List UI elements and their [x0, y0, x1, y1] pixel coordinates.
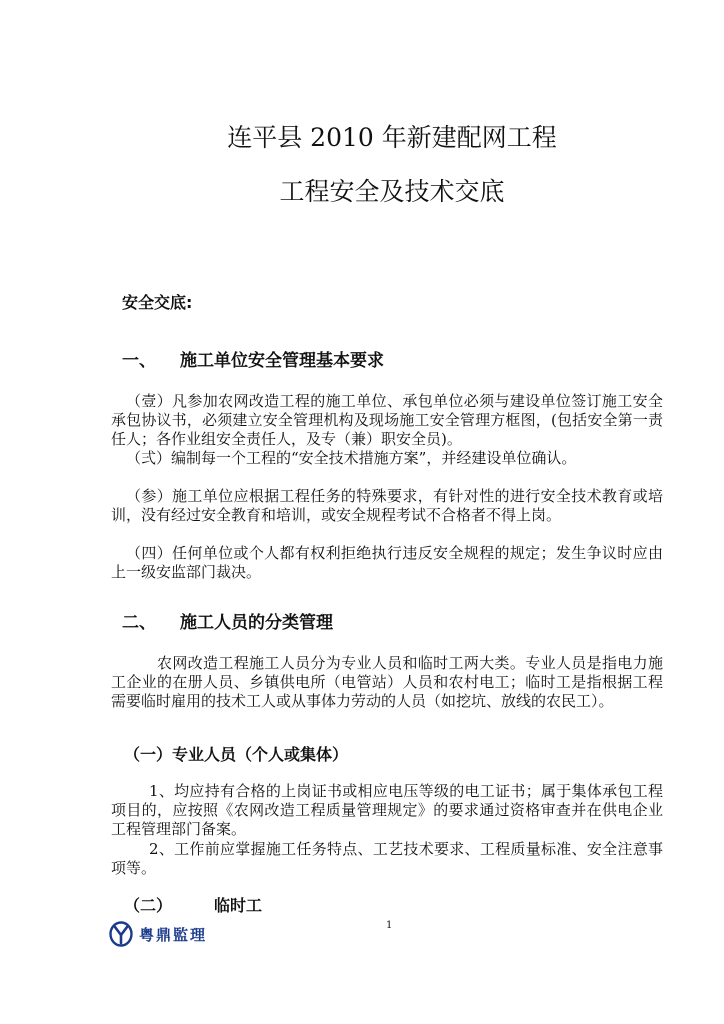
section-1-item-3: （参）施工单位应根据工程任务的特殊要求，有针对性的进行安全技术教育或培训，没有经过安全教育和培训，或安全规程考试不合格者不得上岗。	[111, 487, 663, 524]
subsection-1-item-2: 2、工作前应掌握施工任务特点、工艺技术要求、工程质量标准、安全注意事项等。	[111, 840, 663, 877]
section-2-intro: 农网改造工程施工人员分为专业人员和临时工两大类。专业人员是指电力施工企业的在册人员、乡镇供电所（电管站）人员和农村电工；临时工是指根据工程需要临时雇用的技术工人或从事体力劳动的人员（如挖坑、放线的农民工）。	[111, 654, 663, 710]
section-1-item-2: （弍）编制每一个工程的“安全技术措施方案”，并经建设单位确认。	[126, 449, 577, 467]
logo-emblem-icon	[109, 921, 133, 947]
company-logo	[109, 921, 207, 947]
document-subtitle: 工程安全及技术交底	[279, 177, 505, 206]
document-title: 连平县 2010 年新建配网工程	[227, 123, 557, 152]
section-1-number: 一、	[122, 351, 156, 371]
subsection-1-item-1: 1、均应持有合格的上岗证书或相应电压等级的电工证书；属于集体承包工程项目的，应按照《农网改造工程质量管理规定》的要求通过资格审查并在供电企业工程管理部门备案。	[111, 782, 663, 838]
safety-heading: 安全交底:	[122, 293, 193, 312]
section-1-item-4: （四）任何单位或个人都有权利拒绝执行违反安全规程的规定；发生争议时应由上一级安监部门裁决。	[111, 544, 663, 581]
logo-text: 粤鼎監理	[139, 925, 208, 944]
page-number: 1	[386, 920, 393, 931]
section-1-heading	[122, 346, 522, 371]
subsection-1-heading: （一）专业人员（个人或集体）	[124, 745, 349, 764]
section-1-item-1: （壹）凡参加农网改造工程的施工单位、承包单位必须与建设单位签订施工安全承包协议书，必须建立安全管理机构及现场施工安全管理方框图，(包括安全第一责任人；各作业组安全责任人，及专（兼）职安全员)。	[111, 392, 663, 448]
subsection-2-number: （二）	[124, 896, 173, 915]
section-2-title: 施工人员的分类管理	[180, 613, 333, 633]
subsection-2-title: 临时工	[214, 896, 263, 915]
section-2-heading	[122, 608, 522, 633]
section-2-number: 二、	[122, 613, 156, 633]
section-1-title: 施工单位安全管理基本要求	[180, 351, 384, 371]
